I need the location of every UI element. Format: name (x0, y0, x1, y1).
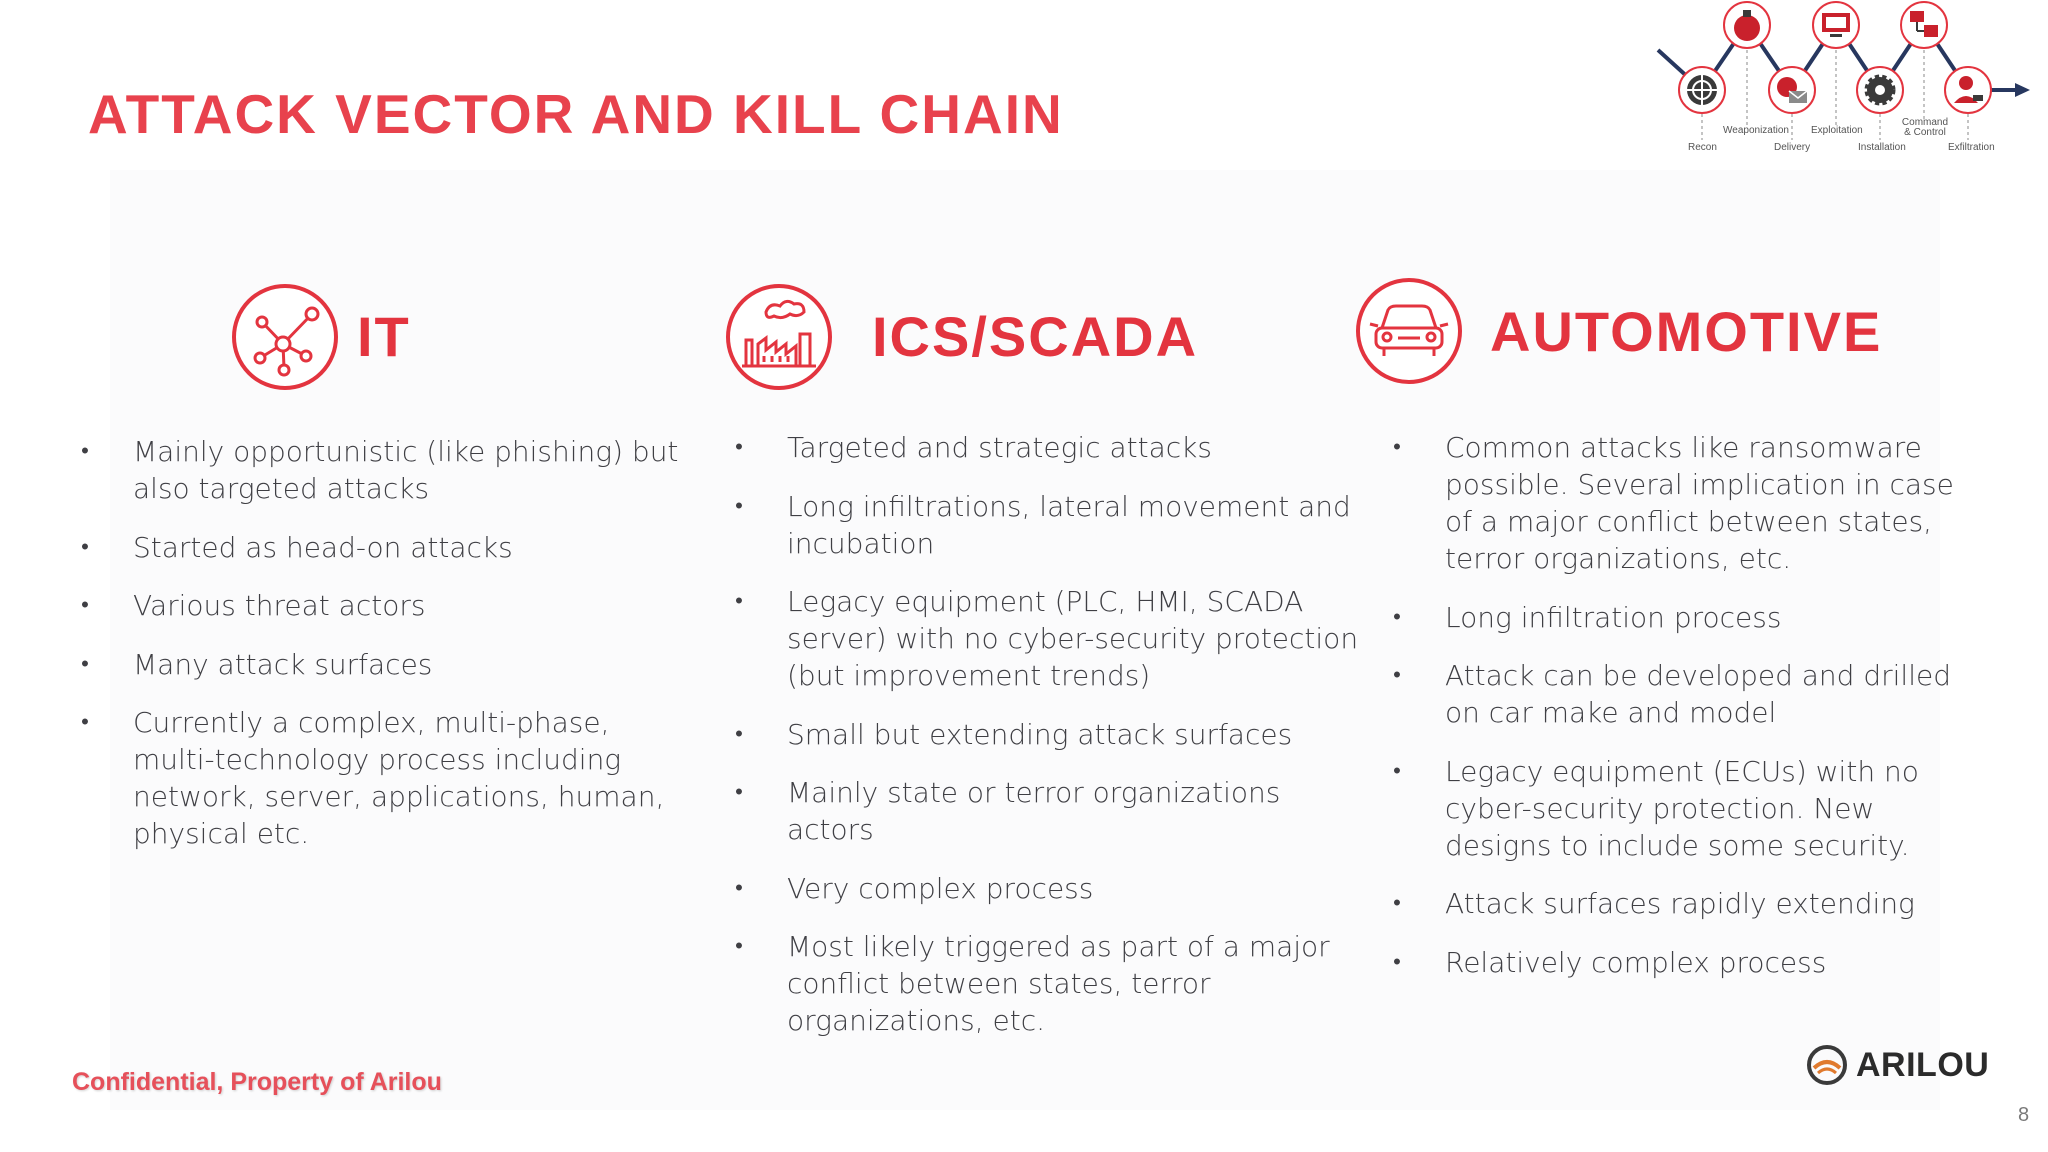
list-item-text: Legacy equipment (ECUs) with no cyber-security protection. New designs to include some security. (1445, 754, 1919, 862)
automotive-bullet-list (1387, 429, 1987, 1002)
stage-label: Exploitation (1811, 125, 1863, 136)
list-item-text: Very complex process (787, 871, 1094, 905)
slide-title: ATTACK VECTOR AND KILL CHAIN (88, 83, 1064, 145)
list-item (75, 433, 695, 507)
network-nodes-icon (230, 282, 340, 392)
list-item (75, 529, 695, 566)
list-item-text: Currently a complex, multi-phase, multi-technology process including network, server, applications, human, physical etc. (133, 706, 665, 850)
column-heading-automotive: AUTOMOTIVE (1490, 300, 1883, 363)
stage-label: Command & Control (1901, 117, 1949, 138)
list-item-text: Common attacks like ransomware possible. Several implication in case of a major conflict between states, terror organizations, etc. (1445, 431, 1954, 575)
list-item (1387, 429, 1987, 577)
kill-chain-labels (1650, 0, 2048, 160)
list-item-text: Attack surfaces rapidly extending (1445, 887, 1915, 920)
bullet-icon: • (735, 589, 743, 614)
list-item-text: Relatively complex process (1445, 945, 1827, 979)
stage-label: Delivery (1774, 142, 1811, 153)
bullet-icon: • (1393, 891, 1401, 916)
list-item-text: Legacy equipment (PLC, HMI, SCADA server) with no cyber-security protection (but improvement trends) (787, 585, 1359, 692)
list-item-text: Attack can be developed and drilled on car make and model (1445, 659, 1951, 729)
list-item-text: Many attack surfaces (133, 647, 433, 681)
bullet-icon: • (81, 651, 89, 677)
bullet-icon: • (81, 439, 89, 464)
car-icon (1354, 276, 1464, 386)
list-item (75, 704, 695, 852)
it-bullet-list (75, 433, 695, 874)
confidential-notice: Confidential, Property of Arilou (72, 1068, 442, 1096)
column-heading-ics-scada: ICS/SCADA (872, 305, 1199, 368)
brand-name: ARILOU (1856, 1045, 1990, 1084)
list-item (1387, 599, 1987, 636)
bullet-icon: • (81, 710, 89, 735)
arilou-logo-icon (1806, 1044, 1848, 1086)
list-item (1387, 753, 1987, 864)
bullet-icon: • (735, 934, 743, 959)
list-item-text: Mainly state or terror organizations actors (787, 776, 1281, 846)
list-item (75, 646, 695, 683)
list-item (75, 587, 695, 624)
brand-logo (1806, 1040, 1989, 1090)
list-item (1387, 657, 1987, 731)
list-item-text: Most likely triggered as part of a major conflict between states, terror organizations, etc. (787, 930, 1330, 1037)
list-item-text: Various threat actors (133, 589, 426, 622)
stage-label: Weaponization (1723, 125, 1789, 136)
page-number: 8 (2018, 1104, 2030, 1126)
list-item-text: Mainly opportunistic (like phishing) but also targeted attacks (133, 435, 679, 505)
list-item (729, 488, 1369, 562)
list-item (729, 583, 1369, 694)
bullet-icon: • (81, 534, 89, 560)
list-item (729, 870, 1369, 907)
bullet-icon: • (735, 721, 743, 747)
stage-label: Exfiltration (1948, 142, 1995, 153)
bullet-icon: • (1393, 435, 1401, 460)
bullet-icon: • (1393, 663, 1401, 688)
list-item (1387, 885, 1987, 922)
bullet-icon: • (735, 493, 743, 519)
list-item (729, 716, 1369, 753)
bullet-icon: • (81, 593, 89, 618)
column-heading-it: IT (357, 305, 411, 368)
list-item-text: Long infiltration process (1445, 600, 1782, 634)
stage-label: Recon (1688, 142, 1717, 153)
list-item (729, 774, 1369, 848)
list-item-text: Started as head-on attacks (133, 530, 513, 564)
list-item (729, 429, 1369, 466)
bullet-icon: • (1393, 949, 1401, 975)
bullet-icon: • (735, 435, 743, 460)
ics-scada-bullet-list (729, 429, 1369, 1061)
bullet-icon: • (735, 780, 743, 805)
list-item-text: Long infiltrations, lateral movement and incubation (787, 489, 1351, 560)
list-item-text: Small but extending attack surfaces (787, 717, 1293, 751)
list-item (1387, 944, 1987, 981)
stage-label: Installation (1858, 142, 1906, 153)
bullet-icon: • (1393, 758, 1401, 784)
bullet-icon: • (1393, 604, 1401, 630)
factory-icon (724, 282, 834, 392)
list-item-text: Targeted and strategic attacks (787, 431, 1212, 464)
bullet-icon: • (735, 875, 743, 901)
list-item (729, 928, 1369, 1039)
